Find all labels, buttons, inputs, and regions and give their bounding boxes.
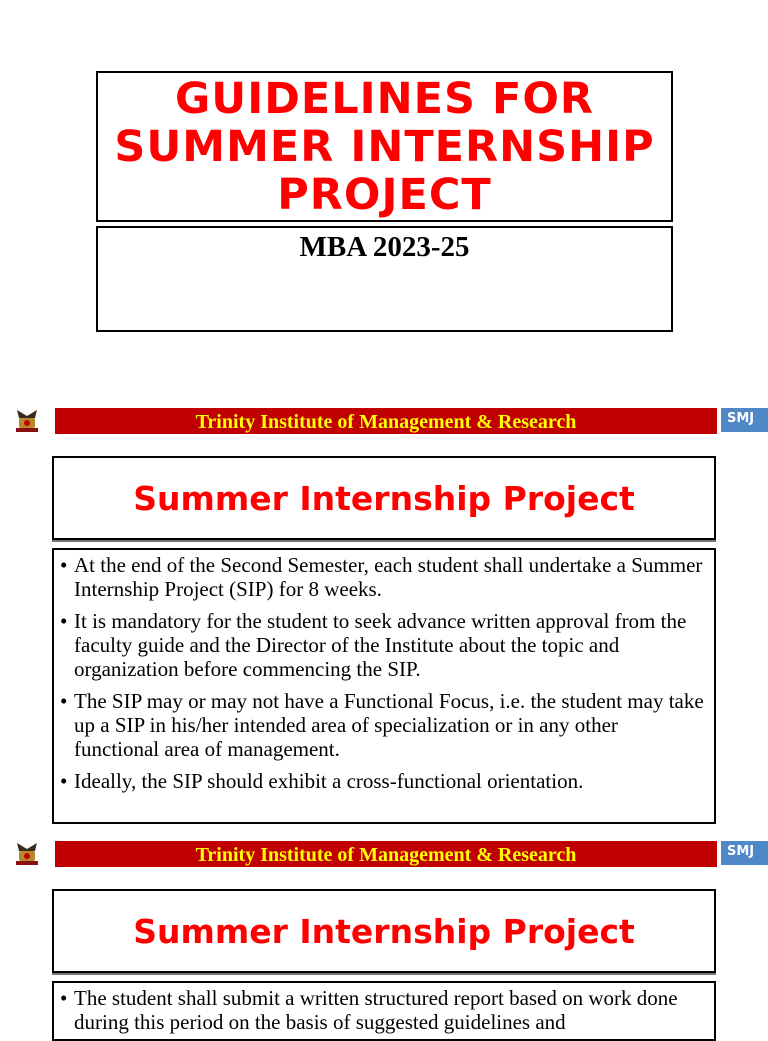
slide-heading-box [52, 456, 716, 540]
cover-title-line-3: PROJECT [277, 169, 492, 220]
institute-banner: Trinity Institute of Management & Research [55, 408, 717, 434]
bullet-list [54, 986, 714, 1034]
cover-title [114, 75, 654, 219]
bullet-item: • At the end of the Second Semester, each student shall undertake a Summer Internship Project (SIP) for 8 weeks. [74, 553, 706, 601]
bullet-list [54, 553, 714, 793]
cover-title-box [96, 71, 673, 222]
smj-badge: SMJ [721, 841, 768, 865]
slide-heading: Summer Internship Project [133, 478, 635, 518]
cover-title-line-1: GUIDELINES FOR [174, 73, 594, 124]
smj-badge: SMJ [721, 408, 768, 432]
bullet-item: • It is mandatory for the student to seek advance written approval from the faculty guide and the Director of the Institute about the topic and organization before commencing the SIP. [74, 609, 706, 681]
institute-crest-icon [13, 408, 41, 434]
slide-body [52, 548, 716, 824]
bullet-item: • Ideally, the SIP should exhibit a cross-functional orientation. [74, 769, 706, 793]
cover-title-line-2: SUMMER INTERNSHIP [114, 121, 655, 172]
slide-heading-box [52, 889, 716, 973]
slide-heading: Summer Internship Project [133, 911, 635, 951]
institute-crest-icon [13, 841, 41, 867]
cover-subtitle-box [96, 226, 673, 332]
bullet-item: • The SIP may or may not have a Functional Focus, i.e. the student may take up a SIP in his/her intended area of specialization or in any other functional area of management. [74, 689, 706, 761]
bullet-item: • The student shall submit a written structured report based on work done during this period on the basis of suggested guidelines and [74, 986, 706, 1034]
institute-banner: Trinity Institute of Management & Research [55, 841, 717, 867]
slide-body [52, 981, 716, 1041]
cover-subtitle: MBA 2023-25 [299, 231, 470, 263]
